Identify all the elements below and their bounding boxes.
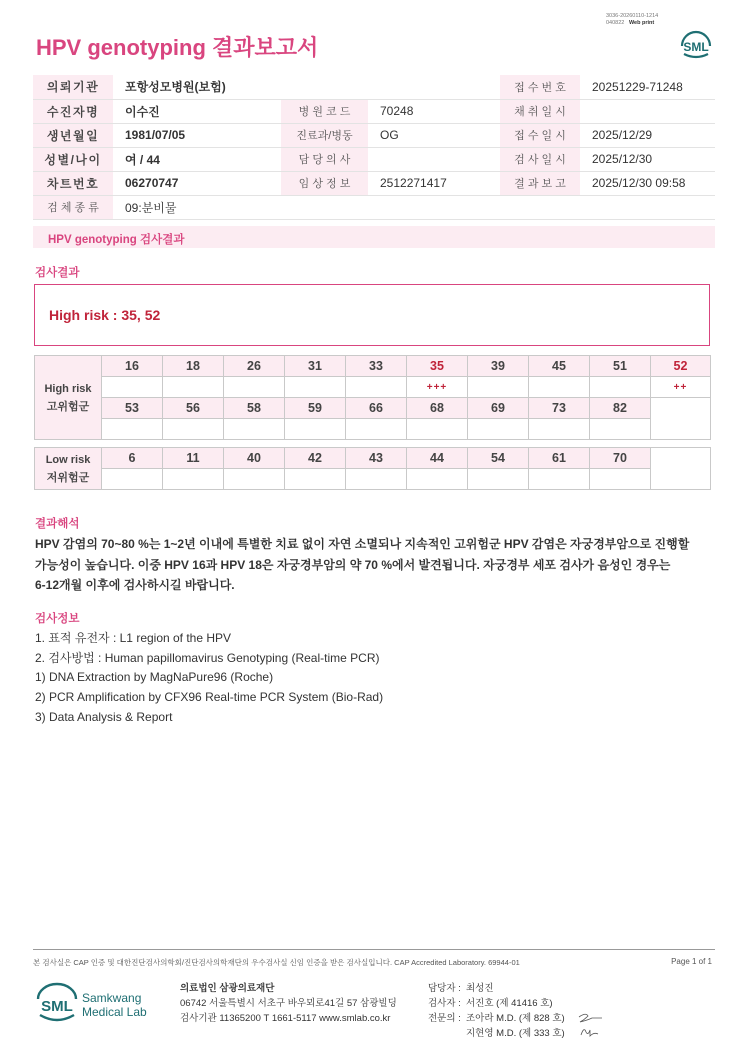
genotype-result [590, 419, 651, 440]
genotype-result [224, 377, 285, 398]
staff-name: 서진호 (제 41416 호) [466, 998, 553, 1009]
genotype-result [468, 469, 529, 490]
genotype-cell: 16 [102, 356, 163, 377]
genotype-cell: 61 [529, 448, 590, 469]
genotype-cell: 31 [285, 356, 346, 377]
genotype-cell: 18 [163, 356, 224, 377]
genotype-cell: 59 [285, 398, 346, 419]
genotype-result [468, 377, 529, 398]
doctor-value [368, 147, 500, 171]
brand-line1: Samkwang [82, 991, 142, 1005]
info-line: 3) Data Analysis & Report [35, 709, 173, 724]
name-value: 이수진 [113, 99, 281, 123]
genotype-result [285, 377, 346, 398]
test-info-list [35, 629, 383, 728]
receive-date-label: 접 수 일 시 [500, 123, 580, 147]
interpretation-text [35, 534, 695, 596]
genotype-result [407, 469, 468, 490]
high-risk-table [34, 355, 711, 440]
interp-line: 가능성이 높습니다. 이중 HPV 16과 HPV 18은 자궁경부암의 약 70 %에서 발견됩니다. 자궁경부 세포 검사가 음성인 경우는 [35, 557, 671, 572]
genotype-cell: 40 [224, 448, 285, 469]
hospital-code-value: 70248 [368, 99, 500, 123]
empty-cell [651, 398, 711, 440]
genotype-result [468, 419, 529, 440]
test-date-value: 2025/12/30 [580, 147, 715, 171]
genotype-result [590, 377, 651, 398]
genotype-result [102, 419, 163, 440]
specimen-value: 09:분비물 [113, 195, 715, 219]
requester-value: 포항성모병원(보험) [113, 75, 500, 99]
page-number: Page 1 of 1 [671, 957, 712, 966]
patient-info-table [33, 75, 715, 220]
dept-label: 진료과/병동 [281, 123, 368, 147]
document-id-line1: 3036-20260110-1214 [606, 13, 659, 19]
genotype-cell: 70 [590, 448, 651, 469]
genotype-result [224, 419, 285, 440]
genotype-result [529, 419, 590, 440]
genotype-result [529, 469, 590, 490]
staff-role: 검사자 : [428, 998, 461, 1009]
clinical-value: 2512271417 [368, 171, 500, 195]
genotype-result [224, 469, 285, 490]
result-heading: 검사결과 [35, 267, 80, 279]
genotype-cell: 11 [163, 448, 224, 469]
report-date-label: 결 과 보 고 [500, 171, 580, 195]
info-heading: 검사정보 [35, 613, 80, 625]
specimen-label: 검 체 종 류 [33, 195, 113, 219]
sml-logo-icon [676, 24, 716, 64]
genotype-cell: 58 [224, 398, 285, 419]
genotype-result [346, 377, 407, 398]
doctor-label: 담 당 의 사 [281, 147, 368, 171]
genotype-result [102, 377, 163, 398]
genotype-result [163, 419, 224, 440]
collect-date-label: 채 취 일 시 [500, 99, 580, 123]
genotype-cell: 69 [468, 398, 529, 419]
info-line: 2. 검사방법 : Human papillomavirus Genotyping (Real-time PCR) [35, 650, 380, 665]
clinical-label: 임 상 정 보 [281, 171, 368, 195]
dept-value: OG [368, 123, 500, 147]
genotype-result [163, 469, 224, 490]
genotype-cell: 45 [529, 356, 590, 377]
samkwang-logo-text: SML [41, 998, 73, 1015]
high_risk-label [35, 356, 102, 440]
footer-divider [33, 949, 715, 950]
result-summary-box [34, 284, 710, 346]
footer-note: 본 검사실은 CAP 인증 및 대한진단검사의학회/진단검사의학재단의 우수검사실 신임 인증을 받은 검사실입니다. CAP Accredited Laboratory. 69944-01 [33, 958, 520, 967]
name-label: 수진자명 [33, 99, 113, 123]
genotype-cell: 73 [529, 398, 590, 419]
sex-age-value: 여 / 44 [113, 147, 281, 171]
chart-no-label: 차트번호 [33, 171, 113, 195]
info-line: 1. 표적 유전자 : L1 region of the HPV [35, 631, 232, 645]
section-bar: HPV genotyping 검사결과 [33, 226, 715, 248]
genotype-cell: 44 [407, 448, 468, 469]
genotype-cell: 66 [346, 398, 407, 419]
genotype-cell: 42 [285, 448, 346, 469]
receipt-no-value: 20251229-71248 [580, 75, 715, 99]
genotype-result [285, 469, 346, 490]
genotype-result [346, 469, 407, 490]
company-info [180, 981, 397, 1026]
birth-value: 1981/07/05 [113, 123, 281, 147]
staff-role: 담당자 : [428, 983, 461, 994]
genotype-result [285, 419, 346, 440]
genotype-cell: 52 [651, 356, 711, 377]
interp-line: 6-12개월 이후에 검사하시길 바랍니다. [35, 578, 235, 592]
document-id-line2: 040822 [606, 20, 625, 26]
company-contact: 검사기관 11365200 T 1661-5117 www.smlab.co.kr [180, 1013, 391, 1024]
info-line: 2) PCR Amplification by CFX96 Real-time PCR System (Bio-Rad) [35, 690, 384, 705]
low_risk-label-text: Low risk [45, 453, 91, 466]
high_risk-sub-text: 고위험군 [46, 400, 90, 413]
sex-age-label: 성별/나이 [33, 147, 113, 171]
signature-icon [576, 1010, 606, 1040]
genotype-result: ++ [651, 377, 711, 398]
genotype-result [346, 419, 407, 440]
interp-line: HPV 감염의 70~80 %는 1~2년 이내에 특별한 치료 없이 자연 소멸되나 지속적인 고위험군 HPV 감염은 자궁경부암으로 진행할 [35, 537, 690, 551]
low_risk-label [35, 448, 102, 490]
high_risk-label-text: High risk [44, 382, 92, 395]
genotype-cell: 56 [163, 398, 224, 419]
genotype-result [102, 469, 163, 490]
genotype-result [163, 377, 224, 398]
genotype-cell: 54 [468, 448, 529, 469]
genotype-result [529, 377, 590, 398]
genotype-cell: 53 [102, 398, 163, 419]
sml-logo-text: SML [683, 40, 709, 54]
samkwang-logo-icon [34, 981, 154, 1027]
company-name: 의료법인 삼광의료재단 [180, 983, 275, 994]
staff-role: 전문의 : [428, 1013, 461, 1024]
genotype-result [407, 419, 468, 440]
genotype-cell: 82 [590, 398, 651, 419]
staff-name: 조아라 M.D. (제 828 호) [466, 1013, 565, 1024]
genotype-cell: 35 [407, 356, 468, 377]
receipt-no-label: 접 수 번 호 [500, 75, 580, 99]
staff-list [428, 981, 565, 1041]
genotype-cell: 43 [346, 448, 407, 469]
requester-label: 의뢰기관 [33, 75, 113, 99]
genotype-cell: 51 [590, 356, 651, 377]
company-address: 06742 서울특별시 서초구 바우뫼로41길 57 삼광빌딩 [180, 998, 397, 1009]
staff-role [428, 1026, 466, 1041]
chart-no-value: 06270747 [113, 171, 281, 195]
genotype-cell: 33 [346, 356, 407, 377]
low_risk-sub-text: 저위험군 [46, 471, 90, 484]
info-line: 1) DNA Extraction by MagNaPure96 (Roche) [35, 670, 274, 685]
genotype-cell: 68 [407, 398, 468, 419]
collect-date-value [580, 99, 715, 123]
birth-label: 생년월일 [33, 123, 113, 147]
genotype-cell: 39 [468, 356, 529, 377]
hospital-code-label: 병 원 코 드 [281, 99, 368, 123]
report-date-value: 2025/12/30 09:58 [580, 171, 715, 195]
staff-name: 최성진 [466, 983, 494, 994]
test-date-label: 검 사 일 시 [500, 147, 580, 171]
brand-line2: Medical Lab [82, 1005, 147, 1019]
genotype-result [590, 469, 651, 490]
genotype-cell: 6 [102, 448, 163, 469]
low-risk-table [34, 447, 711, 490]
print-tag: Web print [628, 20, 655, 26]
result-summary: High risk : 35, 52 [49, 307, 161, 323]
page-title: HPV genotyping 결과보고서 [36, 35, 319, 60]
genotype-cell: 26 [224, 356, 285, 377]
genotype-result: +++ [407, 377, 468, 398]
empty-cell [651, 448, 711, 490]
staff-name: 지현영 M.D. (제 333 호) [466, 1028, 565, 1039]
receive-date-value: 2025/12/29 [580, 123, 715, 147]
interp-heading: 결과해석 [35, 518, 80, 530]
